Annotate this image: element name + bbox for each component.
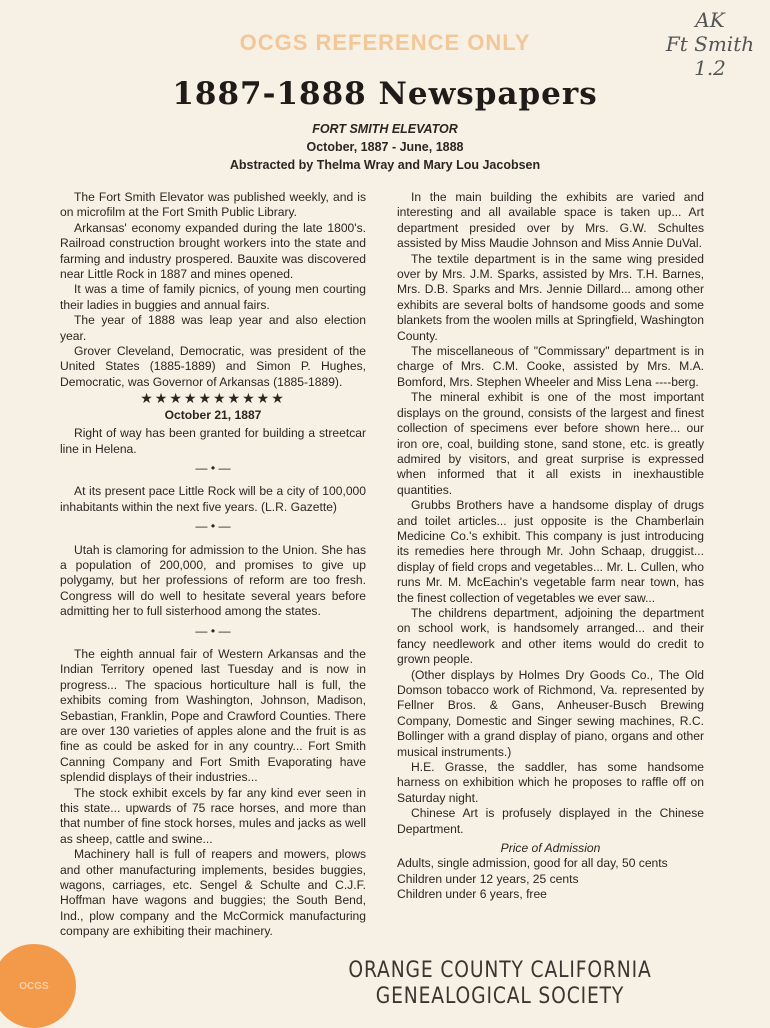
stars-divider: ★★★★★★★★★★ [140, 390, 286, 407]
price-line: Children under 6 years, free [397, 887, 547, 902]
news-item: The childrens department, adjoining the department on school work, is handsomely arranged... and their fancy needlework and other items would do credit to grown people. [397, 605, 704, 667]
news-item: The mineral exhibit is one of the most important displays on the ground, consists of the largest and finest collection of specimens ever before shown here... our iron ore, coal, building stone, sand stone, etc. is greatly admired by visitors, and great surprise is expressed when informed that it all exists in inexhaustible quantities. [397, 390, 704, 497]
society-name-line: ORANGE COUNTY CALIFORNIA [348, 958, 652, 983]
handwritten-line: Ft Smith [665, 32, 755, 56]
news-item: At its present pace Little Rock will be a city of 100,000 inhabitants within the next five years. (L.R. Gazette) [60, 484, 366, 514]
intro-paragraph: Arkansas' economy expanded during the late 1800's. Railroad construction brought workers into the state and farming and industry prospered. Bauxite was discovered near Little Rock in 1887 and mines opened. [60, 220, 366, 282]
price-heading: Price of Admission [500, 841, 601, 856]
intro-paragraph: The Fort Smith Elevator was published weekly, and is on microfilm at the Fort Smith Public Library. [60, 190, 366, 220]
news-item: (Other displays by Holmes Dry Goods Co., The Old Domson tobacco work of Richmond, Va. represented by Fellner Bros. & Gans, Anheuser-Busch Brewing Company, Domestic and Singer sewing machines, R.C. Bollinger with a grand display of piano, organs and other musical instruments.) [397, 667, 704, 759]
intro-paragraph: It was a time of family picnics, of young men courting their ladies in buggies and annual fairs. [60, 282, 366, 312]
news-item: Chinese Art is profusely displayed in the Chinese Department. [397, 806, 704, 836]
news-item: Utah is clamoring for admission to the Union. She has a population of 200,000, and promises to give up polygamy, but her professions of reform are too fresh. Congress will do well to hesitate several years before admitting her to full sisterhood among the states. [60, 542, 366, 619]
news-item: The miscellaneous of "Commissary" department is in charge of Mrs. C.M. Cooke, assisted by Mrs. M.A. Bomford, Mrs. Stephen Wheeler and Miss Lena ----berg. [397, 344, 704, 389]
society-name-line: GENEALOGICAL SOCIETY [375, 984, 625, 1009]
news-item: Machinery hall is full of reapers and mowers, plows and other manufacturing implements, besides buggies, wagons, carriages, etc. Sengel & Schulte and C.J.F. Hoffman have wagons and buggies; the South Bend, Ind., plow company and the McCormick manufacturing company are exhibiting their machinery. [60, 847, 366, 939]
item-separator: — • — [195, 519, 231, 534]
left-column [60, 190, 366, 940]
item-separator: — • — [195, 623, 231, 638]
seal-label: OCGS [19, 980, 49, 992]
news-item: The eighth annual fair of Western Arkansas and the Indian Territory opened last Tuesday and is now in progress... The spacious horticulture hall is full, the exhibits coming from Washington, Johnson, Madison, Sebastian, Franklin, Pope and Crawford Counties. There are over 130 varieties of apples alone and the fruit is as fine as could be asked for in any country... Fort Smith Canning Company and Fort Smith Evaporating have splendid displays of their industries... [60, 646, 366, 785]
price-line: Adults, single admission, good for all day, 50 cents [397, 856, 668, 871]
item-separator: — • — [195, 460, 231, 475]
handwritten-note [660, 8, 760, 80]
date-range: October, 1887 - June, 1888 [306, 140, 464, 154]
news-item: In the main building the exhibits are varied and interesting and all available space is taken up... Art department presided over by Mrs. G.W. Schultes assisted by Miss Maudie Johnson and Miss Annie DuVal. [397, 190, 704, 251]
handwritten-line: AK [695, 8, 725, 32]
price-line: Children under 12 years, 25 cents [397, 871, 579, 886]
news-item: H.E. Grasse, the saddler, has some handsome harness on exhibition which he proposes to raffle off on Saturday night. [397, 760, 704, 805]
newspaper-name: FORT SMITH ELEVATOR [312, 122, 458, 136]
intro-paragraph: The year of 1888 was leap year and also election year. [60, 313, 366, 343]
handwritten-line: 1.2 [694, 56, 726, 80]
abstracted-by: Abstracted by Thelma Wray and Mary Lou Jacobsen [229, 158, 541, 172]
section-date: October 21, 1887 [164, 407, 262, 422]
news-item: The textile department is in the same wing presided over by Mrs. J.M. Sparks, assisted by Mrs. T.H. Barnes, Mrs. D.B. Sparks and Mrs. Jennie Dillard... among other exhibits are several bolts of handsome goods and some blankets from the woolen mills at Springfield, Washington County. [397, 251, 704, 343]
ocgs-seal-icon [0, 944, 76, 1028]
news-item: Grubbs Brothers have a handsome display of drugs and toilet articles... just opposite is the Chamberlain Medicine Co.'s exhibit. This company is just introducing its remedies here through Mr. John Schaap, druggist... display of field crops and vegetables... Mr. L. Cullen, who runs Mr. M. McEachin's vegetable farm near town, has the finest collection of vegetables we ever saw... [397, 498, 704, 605]
news-item: The stock exhibit excels by far any kind ever seen in this state... upwards of 75 race horses, and more than that number of fine stock horses, mules and jacks as well as sheep, cattle and swine... [60, 785, 366, 846]
news-item: Right of way has been granted for building a streetcar line in Helena. [60, 426, 366, 456]
intro-paragraph: Grover Cleveland, Democratic, was president of the United States (1885-1889) and Simon P. Hughes, Democratic, was Governor of Arkansas (1885-1889). [60, 344, 366, 389]
right-column [397, 190, 704, 903]
page-title: 1887-1888 Newspapers [172, 76, 598, 112]
reference-stamp: OCGS REFERENCE ONLY [239, 30, 531, 55]
